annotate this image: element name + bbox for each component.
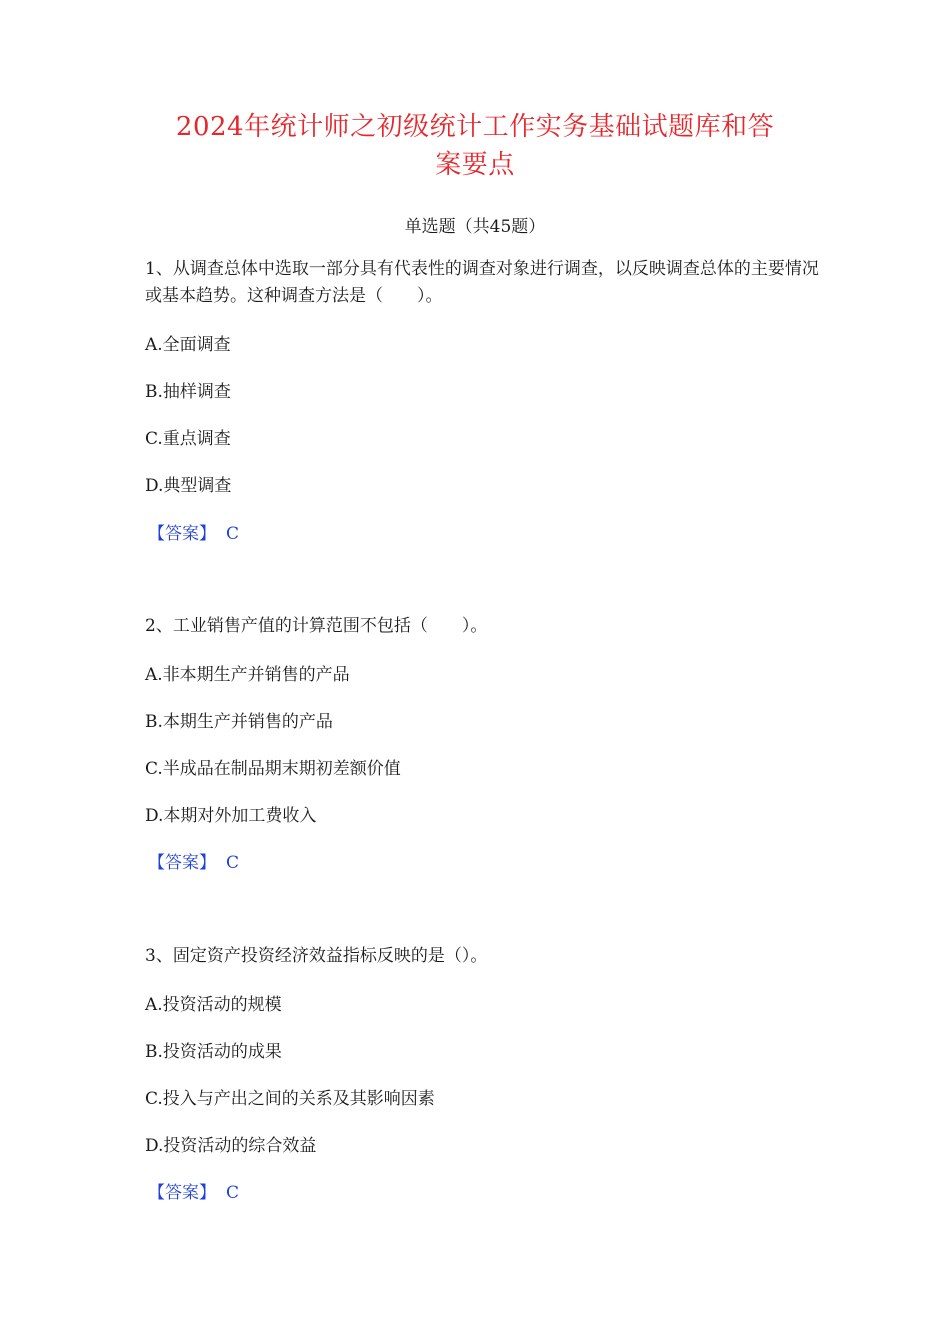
- answer-label: 【答案】: [148, 853, 216, 873]
- option-d: D.本期对外加工费收入: [145, 806, 317, 826]
- option-b: B.投资活动的成果: [145, 1042, 282, 1062]
- option-d: D.投资活动的综合效益: [145, 1136, 317, 1156]
- document-title: [120, 108, 830, 184]
- option-b: B.抽样调查: [145, 382, 231, 402]
- option-c: C.重点调查: [145, 429, 231, 449]
- section-heading: 单选题（共45题）: [404, 217, 546, 237]
- question-text: 2、工业销售产值的计算范围不包括（ ）。: [145, 616, 488, 636]
- answer-value: C: [226, 1183, 240, 1203]
- question-1: [145, 256, 825, 544]
- answer-line: [148, 848, 239, 873]
- answer-label: 【答案】: [148, 1183, 216, 1203]
- option-b: B.本期生产并销售的产品: [145, 712, 333, 732]
- answer-value: C: [226, 853, 240, 873]
- answer-line: [148, 1178, 239, 1203]
- question-text: 3、固定资产投资经济效益指标反映的是（）。: [145, 946, 488, 966]
- option-d: D.典型调查: [145, 476, 232, 496]
- question-3: [145, 943, 825, 1203]
- option-c: C.半成品在制品期末期初差额价值: [145, 759, 401, 779]
- question-2: [145, 613, 825, 873]
- option-a: A.投资活动的规模: [145, 995, 282, 1015]
- answer-line: [148, 519, 239, 544]
- question-text: 1、从调查总体中选取一部分具有代表性的调查对象进行调查，以反映调查总体的主要情况或基本趋势。这种调查方法是（ ）。: [145, 259, 819, 306]
- title-line-2: 案要点: [435, 150, 515, 180]
- answer-value: C: [226, 524, 240, 544]
- answer-label: 【答案】: [148, 524, 216, 544]
- option-a: A.全面调查: [145, 335, 231, 355]
- title-line-1: 2024年统计师之初级统计工作实务基础试题库和答: [175, 112, 775, 142]
- option-c: C.投入与产出之间的关系及其影响因素: [145, 1089, 435, 1109]
- option-a: A.非本期生产并销售的产品: [145, 665, 350, 685]
